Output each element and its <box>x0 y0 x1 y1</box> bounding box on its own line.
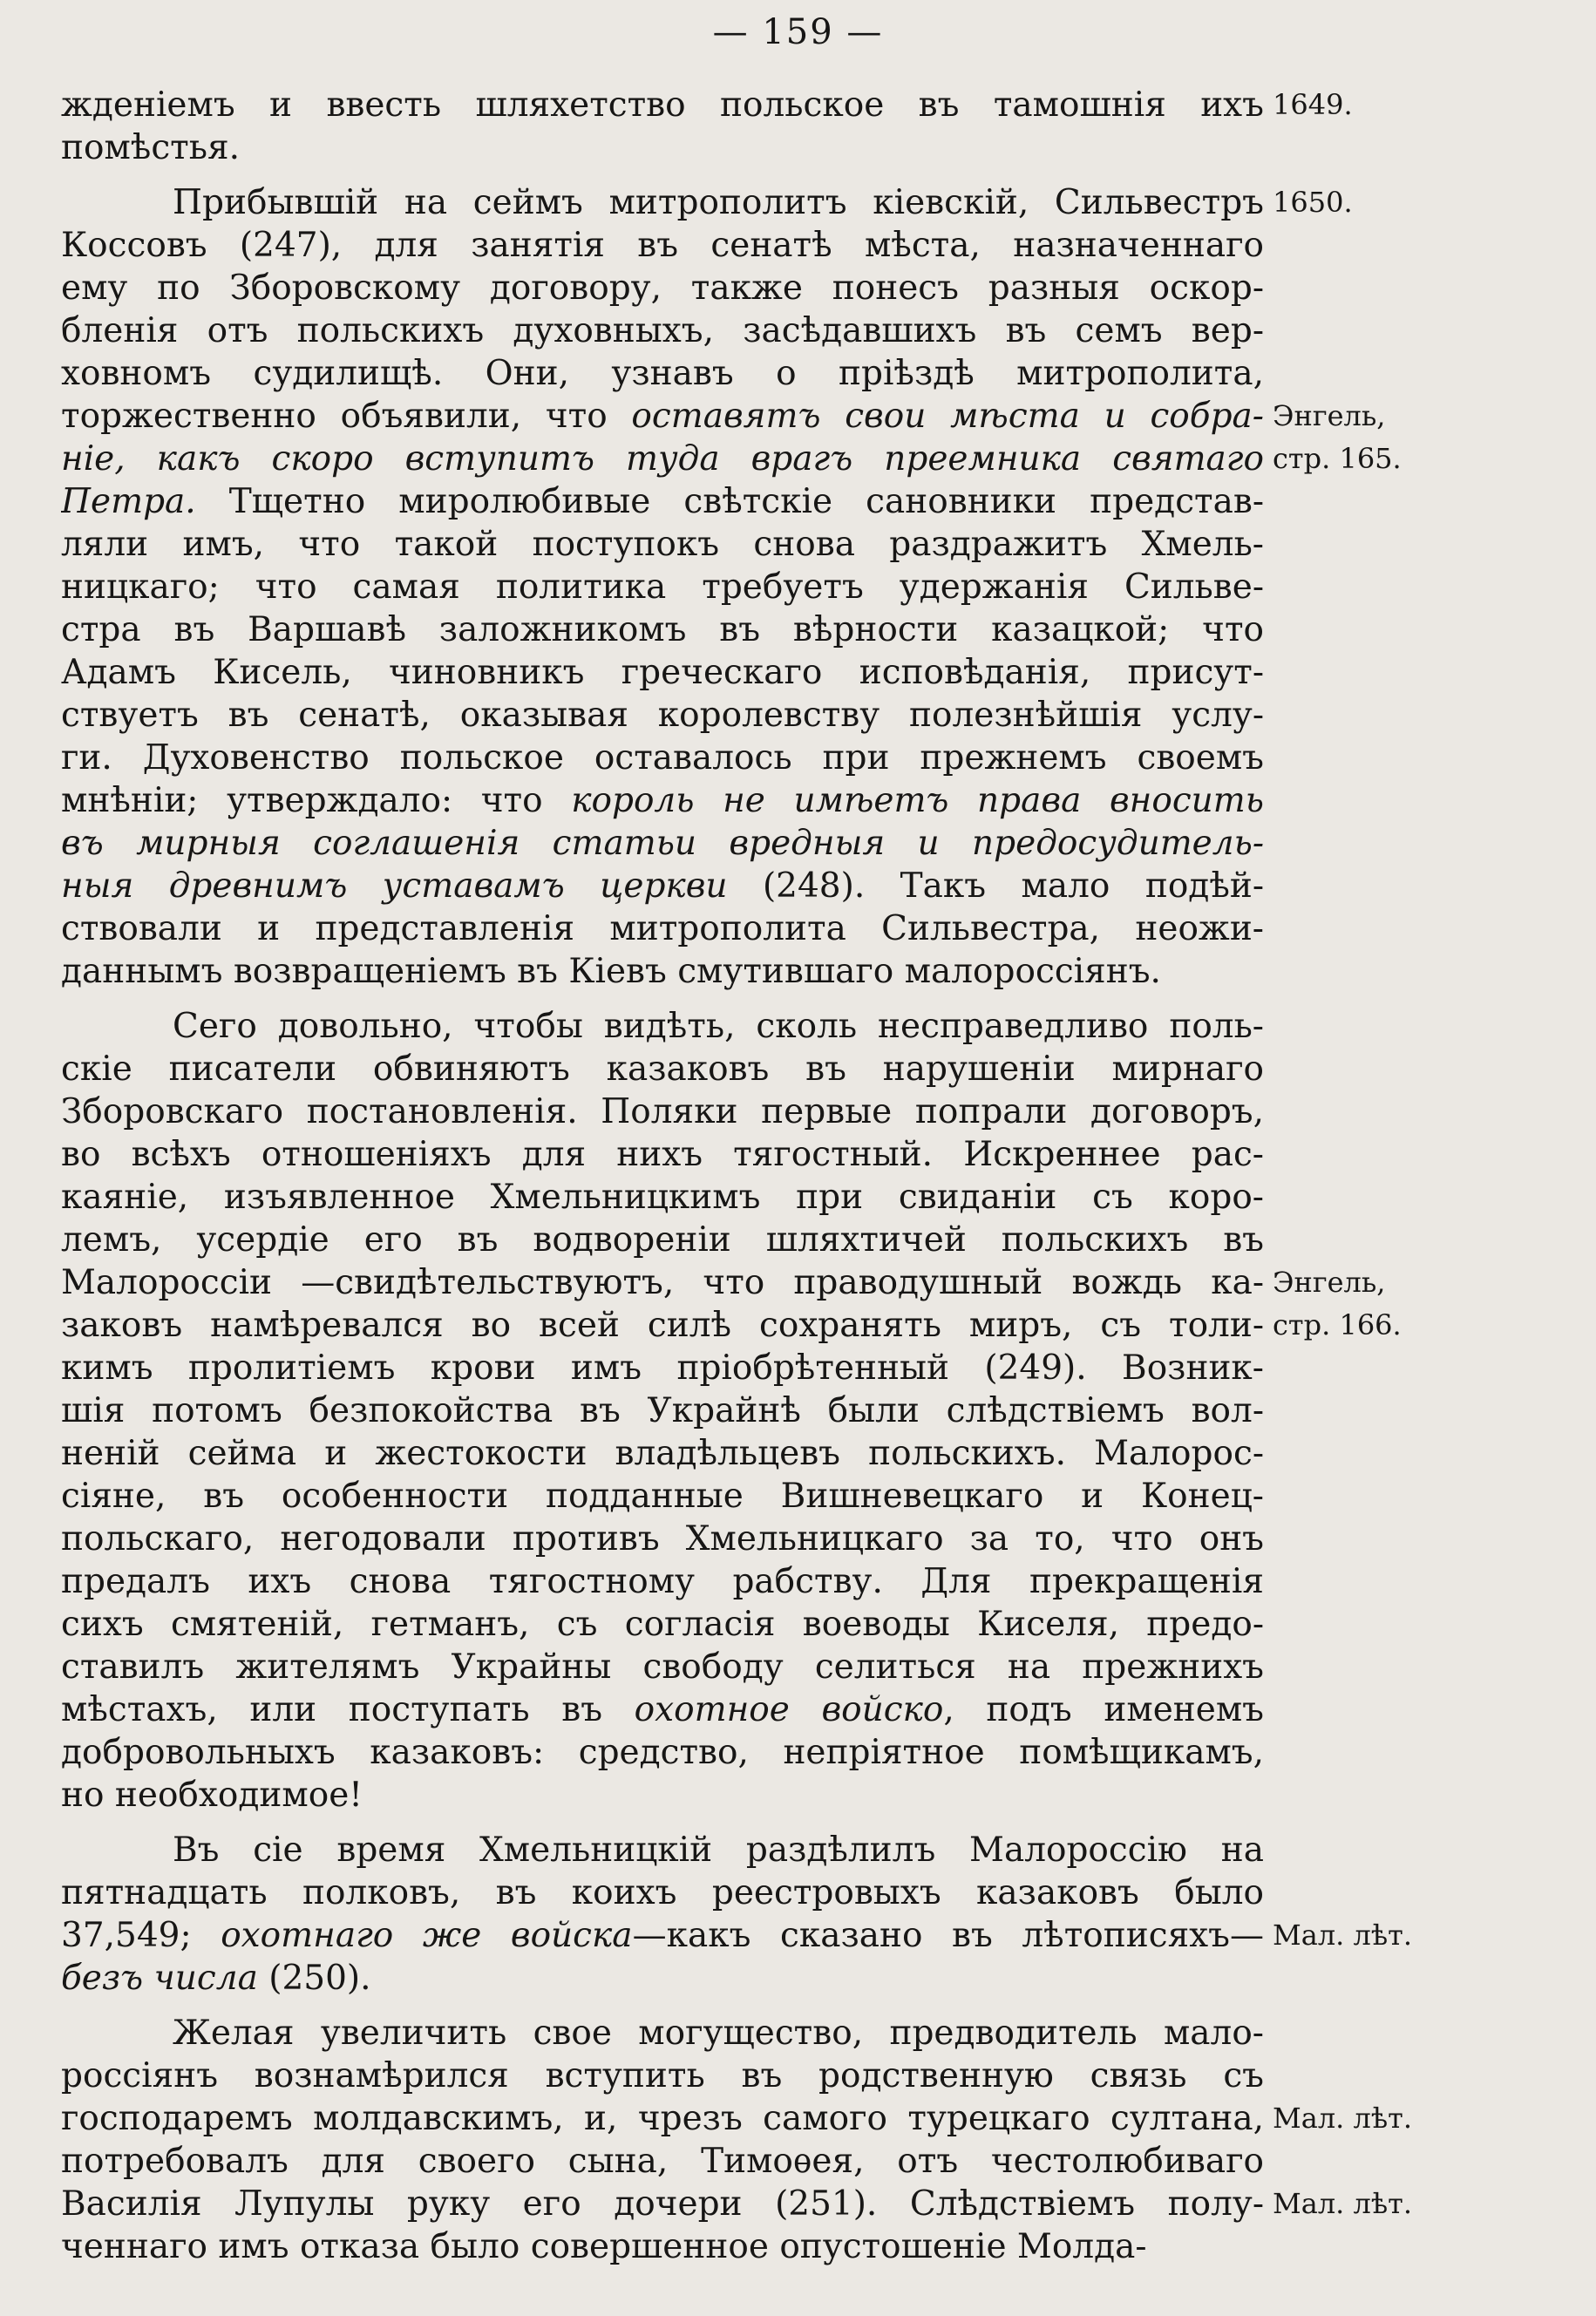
text-run: россіянъ вознамѣрился вступить въ родственную связь съ <box>61 2056 1264 2095</box>
italic-text: ніе, какъ скоро вступитъ туда врагъ преемника святаго <box>61 439 1264 479</box>
text-line <box>61 1957 1264 2000</box>
text-line <box>61 224 1264 267</box>
text-line <box>61 2225 1264 2268</box>
margin-notes <box>1266 0 1596 2316</box>
text-run: ницкаго; что самая политика требуетъ удержанія Сильве- <box>61 567 1264 607</box>
text-line <box>61 1176 1264 1219</box>
margin-note: Мал. лѣт. <box>1273 2102 1413 2135</box>
text-line <box>61 1774 1264 1817</box>
text-run: Малороссіи —свидѣтельствуютъ, что праводушный вождь ка- <box>61 1263 1264 1302</box>
text-line <box>61 1133 1264 1176</box>
text-line <box>61 566 1264 608</box>
text-run: торжественно объявили, что <box>61 397 632 436</box>
italic-text: безъ числа <box>61 1959 258 1998</box>
text-run: лемъ, усердіе его въ водвореніи шляхтичей польскихъ въ <box>61 1220 1264 1260</box>
text-line <box>61 1646 1264 1688</box>
text-line <box>61 779 1264 822</box>
text-run: скіе писатели обвиняютъ казаковъ въ нарушеніи мирнаго <box>61 1049 1264 1089</box>
text-line <box>61 1005 1264 1048</box>
text-run: мнѣніи; утверждало: что <box>61 781 572 820</box>
text-run: ставилъ жителямъ Украйны свободу селиться на прежнихъ <box>61 1647 1264 1687</box>
text-run: кимъ пролитіемъ крови имъ пріобрѣтенный (249). Возник- <box>61 1348 1264 1388</box>
text-line <box>61 907 1264 950</box>
text-run: ствуетъ въ сенатѣ, оказывая королевству полезнѣйшія услу- <box>61 696 1264 735</box>
text-line <box>61 1389 1264 1432</box>
text-run: ченнаго имъ отказа было совершенное опустошеніе Молда- <box>61 2227 1147 2266</box>
margin-note: 1649. <box>1273 88 1353 121</box>
text-run: помѣстья. <box>61 128 240 167</box>
text-run: Въ сіе время Хмельницкій раздѣлилъ Малороссію на <box>173 1830 1264 1870</box>
margin-note: стр. 166. <box>1273 1308 1402 1341</box>
text-run: Прибывшій на сеймъ митрополитъ кіевскій, Сильвестръ <box>173 183 1264 222</box>
text-run: даннымъ возвращеніемъ въ Кіевъ смутившаго малороссіянъ. <box>61 952 1161 991</box>
text-line <box>61 267 1264 309</box>
text-run: ляли имъ, что такой поступокъ снова раздражитъ Хмель- <box>61 525 1264 564</box>
text-line <box>61 2055 1264 2097</box>
text-line <box>61 181 1264 224</box>
text-line <box>61 126 1264 169</box>
margin-note: Энгель, <box>1273 1266 1386 1299</box>
text-line <box>61 1560 1264 1603</box>
text-run: (250). <box>257 1959 371 1998</box>
text-run: потребовалъ для своего сына, Тимоѳея, отъ честолюбиваго <box>61 2142 1264 2181</box>
text-line <box>61 1219 1264 1261</box>
text-run: добровольныхъ казаковъ: средство, непріятное помѣщикамъ, <box>61 1733 1264 1772</box>
text-run: Тщетно миролюбивые свѣтскіе сановники представ- <box>195 482 1264 521</box>
text-run: Зборовскаго постановленія. Поляки первые попрали договоръ, <box>61 1092 1264 1131</box>
text-run: Сего довольно, чтобы видѣть, сколь несправедливо поль- <box>173 1007 1264 1046</box>
text-line <box>61 737 1264 779</box>
text-line <box>61 651 1264 694</box>
text-line <box>61 950 1264 993</box>
text-line <box>61 1261 1264 1304</box>
text-run: господаремъ молдавскимъ, и, чрезъ самого турецкаго султана, <box>61 2099 1264 2138</box>
text-line <box>61 1914 1264 1957</box>
text-line <box>61 1871 1264 1914</box>
text-run: сихъ смятеній, гетманъ, съ согласія воеводы Киселя, предо- <box>61 1605 1264 1644</box>
text-line <box>61 523 1264 566</box>
text-line <box>61 352 1264 395</box>
text-run: Адамъ Кисель, чиновникъ греческаго исповѣданія, присут- <box>61 653 1264 692</box>
italic-text: охотнаго же войска <box>221 1916 633 1955</box>
text-line <box>61 1829 1264 1871</box>
text-line <box>61 395 1264 438</box>
margin-note: Мал. лѣт. <box>1273 1919 1413 1952</box>
text-line <box>61 2140 1264 2183</box>
text-run: но необходимое! <box>61 1776 363 1815</box>
text-line <box>61 2097 1264 2140</box>
text-run: пятнадцать полковъ, въ коихъ реестровыхъ казаковъ было <box>61 1873 1264 1912</box>
text-line <box>61 1304 1264 1347</box>
text-line <box>61 822 1264 865</box>
text-run: Коссовъ (247), для занятія въ сенатѣ мѣста, назначеннаго <box>61 226 1264 265</box>
italic-text: Петра. <box>61 482 196 521</box>
text-run: предалъ ихъ снова тягостному рабству. Для прекращенія <box>61 1562 1264 1601</box>
text-run: мѣстахъ, или поступать въ <box>61 1690 635 1729</box>
text-run: Желая увеличить свое могущество, предводитель мало- <box>173 2014 1264 2053</box>
text-line <box>61 1048 1264 1090</box>
text-line <box>61 1731 1264 1774</box>
text-line <box>61 2183 1264 2225</box>
text-line <box>61 1432 1264 1475</box>
text-line <box>61 1347 1264 1389</box>
margin-note: Энгель, <box>1273 399 1386 432</box>
text-line <box>61 1090 1264 1133</box>
text-run: ствовали и представленія митрополита Сильвестра, неожи- <box>61 909 1264 948</box>
text-run: , подъ именемъ <box>943 1690 1264 1729</box>
margin-note: Мал. лѣт. <box>1273 2187 1413 2220</box>
body-text <box>61 84 1264 2268</box>
text-line <box>61 1688 1264 1731</box>
text-run: —какъ сказано въ лѣтописяхъ— <box>632 1916 1264 1955</box>
text-line <box>61 2012 1264 2055</box>
text-line <box>61 865 1264 907</box>
page-number: — 159 — <box>712 12 884 52</box>
italic-text: ныя древнимъ уставамъ церкви <box>61 866 728 906</box>
text-run: Василія Лупулы руку его дочери (251). Слѣдствіемъ полу- <box>61 2184 1264 2224</box>
text-line <box>61 438 1264 480</box>
margin-note: 1650. <box>1273 186 1353 219</box>
text-line <box>61 480 1264 523</box>
text-run: жденіемъ и ввесть шляхетство польское въ тамошнія ихъ <box>61 85 1264 125</box>
italic-text: охотное войско <box>634 1690 944 1729</box>
text-line <box>61 1603 1264 1646</box>
margin-note: стр. 165. <box>1273 442 1402 475</box>
text-run: заковъ намѣревался во всей силѣ сохранять миръ, съ толи- <box>61 1306 1264 1345</box>
text-line <box>61 694 1264 737</box>
text-line <box>61 1518 1264 1560</box>
text-line <box>61 309 1264 352</box>
italic-text: въ мирныя соглашенія статьи вредныя и предосудитель- <box>61 824 1264 863</box>
italic-text: оставятъ свои мѣста и собра- <box>631 397 1264 436</box>
text-run: ховномъ судилищѣ. Они, узнавъ о пріѣздѣ митрополита, <box>61 354 1264 393</box>
text-run: бленія отъ польскихъ духовныхъ, засѣдавшихъ въ семъ вер- <box>61 311 1264 350</box>
text-run: польскаго, негодовали противъ Хмельницкаго за то, что онъ <box>61 1519 1264 1559</box>
text-run: во всѣхъ отношеніяхъ для нихъ тягостный. Искреннее рас- <box>61 1135 1264 1174</box>
text-run: (248). Такъ мало подѣй- <box>727 866 1264 906</box>
text-run: ги. Духовенство польское оставалось при прежнемъ своемъ <box>61 738 1264 778</box>
text-run: сіяне, въ особенности подданные Вишневецкаго и Конец- <box>61 1477 1264 1516</box>
text-run: стра въ Варшавѣ заложникомъ въ вѣрности казацкой; что <box>61 610 1264 649</box>
text-run: неній сейма и жестокости владѣльцевъ польскихъ. Малорос- <box>61 1434 1264 1473</box>
text-run: 37,549; <box>61 1916 221 1955</box>
text-line <box>61 608 1264 651</box>
italic-text: король не имѣетъ права вносить <box>571 781 1264 820</box>
text-line <box>61 84 1264 126</box>
text-run: каяніе, изъявленное Хмельницкимъ при свиданіи съ коро- <box>61 1178 1264 1217</box>
text-run: ему по Зборовскому договору, также понесъ разныя оскор- <box>61 268 1264 308</box>
text-line <box>61 1475 1264 1518</box>
text-run: шія потомъ безпокойства въ Украйнѣ были слѣдствіемъ вол- <box>61 1391 1264 1430</box>
